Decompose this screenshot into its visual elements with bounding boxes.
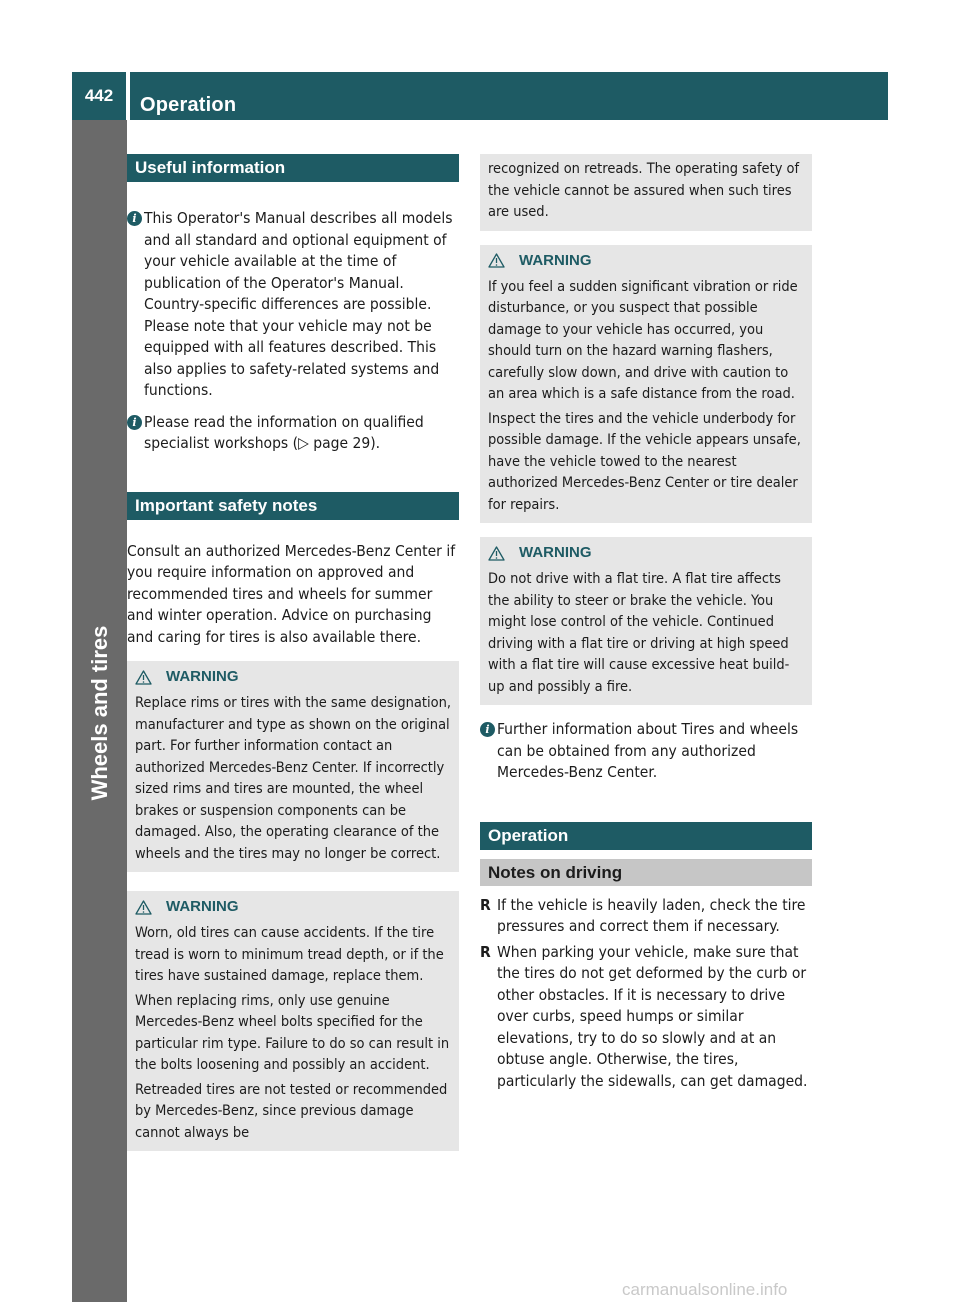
warning-text: When replacing rims, only use genuine Mercedes-Benz wheel bolts specified for the particular rim type. Failure to do so can result in the bolts loosening and possibly an accident. xyxy=(135,992,450,1073)
section-title-important-safety-notes: Important safety notes xyxy=(127,492,459,520)
warning-label: WARNING xyxy=(166,898,239,916)
left-column xyxy=(127,154,459,1151)
list-item-text: If the vehicle is heavily laden, check the tire pressures and correct them if necessary. xyxy=(497,895,806,935)
info-icon: i xyxy=(480,722,495,737)
info-note-text: This Operator's Manual describes all models and all standard and optional equipment of your vehicle available at the time of publication of the Operator's Manual. Country-specific differences are possible. Please note that your vehicle may not be equipped with all features described. This also applies to safety-related systems and functions. xyxy=(144,209,453,399)
warning-header xyxy=(135,667,451,687)
section-title-operation: Operation xyxy=(480,822,812,850)
list-item xyxy=(480,895,812,938)
info-note xyxy=(480,719,812,784)
page-number: 442 xyxy=(84,86,114,105)
info-icon: i xyxy=(127,211,142,226)
warning-header xyxy=(488,251,804,271)
warning-label: WARNING xyxy=(166,668,239,686)
list-item xyxy=(480,942,812,1093)
section-title-useful-information: Useful information xyxy=(127,154,459,182)
warning-triangle-icon xyxy=(488,253,505,268)
page-reference-link[interactable]: page 29 xyxy=(313,434,371,452)
info-icon: i xyxy=(127,415,142,430)
warning-box-continued xyxy=(480,154,812,231)
header-divider xyxy=(126,72,130,120)
warning-triangle-icon xyxy=(488,546,505,561)
warning-label: WARNING xyxy=(519,251,592,269)
warning-text: Retreaded tires are not tested or recommended by Mercedes-Benz, since previous damage cannot always be xyxy=(135,1081,448,1141)
warning-box xyxy=(480,245,812,524)
warning-header xyxy=(488,543,804,563)
warning-text: Replace rims or tires with the same designation, manufacturer and type as shown on the original part. For further information contact an authorized Mercedes-Benz Center. If incorrectly sized rims and tires are mounted, the wheel brakes or suspension components can be damaged. Also, the operating clearance of the wheels and the tires may no longer be correct. xyxy=(135,695,451,862)
page-reference-arrow-icon: ▷ xyxy=(298,434,314,452)
safety-paragraph: Consult an authorized Mercedes-Benz Center if you require information on approved and recommended tires and wheels for summer and winter operation. Advice on purchasing and caring for tires is also available there. xyxy=(127,541,456,646)
warning-text: If you feel a sudden significant vibration or ride disturbance, or you suspect that possible damage to your vehicle has occurred, you should turn on the hazard warning flashers, carefully slow down, and drive with caution to an area which is a safe distance from the road. xyxy=(488,278,798,402)
bullet-marker: R xyxy=(480,942,491,961)
warning-box xyxy=(127,661,459,872)
warning-box xyxy=(127,891,459,1151)
warning-triangle-icon xyxy=(135,900,152,915)
info-note-text: Please read the information on qualified specialist workshops ( xyxy=(144,412,424,452)
list-item-text: When parking your vehicle, make sure that the tires do not get deformed by the curb or other obstacles. If it is necessary to drive over curbs, speed humps or similar elevations, try to do so slowly and at an obtuse angle. Otherwise, the tires, particularly the sidewalls, can get damaged. xyxy=(497,942,808,1090)
warning-header xyxy=(135,897,451,917)
info-note: i Please read the information on qualified specialist workshops (▷ page 29). xyxy=(127,412,459,455)
right-column xyxy=(480,154,812,1092)
info-note-text: Further information about Tires and wheels can be obtained from any authorized Mercedes-Benz Center. xyxy=(497,720,799,781)
warning-triangle-icon xyxy=(135,670,152,685)
side-block xyxy=(72,818,127,1302)
chapter-side-tab-label: Wheels and tires xyxy=(87,625,112,801)
info-note xyxy=(127,208,459,402)
warning-text: Worn, old tires can cause accidents. If the tire tread is worn to minimum tread depth, or if the tires have sustained damage, replace them. xyxy=(135,925,444,984)
warning-text: recognized on retreads. The operating safety of the vehicle cannot be assured when such tires are used. xyxy=(488,161,800,220)
watermark: carmanualsonline.info xyxy=(622,1280,788,1299)
page-title: Operation xyxy=(140,94,237,116)
warning-text: Inspect the tires and the vehicle underbody for possible damage. If the vehicle appears unsafe, have the vehicle towed to the nearest authorized Mercedes-Benz Center or tire dealer for repairs. xyxy=(488,410,801,513)
bullet-marker: R xyxy=(480,895,491,914)
subsection-title-notes-on-driving: Notes on driving xyxy=(480,859,812,886)
warning-text: Do not drive with a flat tire. A flat tire affects the ability to steer or brake the vehicle. You might lose control of the vehicle. Continued driving with a flat tire or driving at high speed with a flat tire will cause excessive heat build-up and possibly a fire. xyxy=(488,571,790,695)
warning-label: WARNING xyxy=(519,544,592,562)
warning-box xyxy=(480,537,812,705)
